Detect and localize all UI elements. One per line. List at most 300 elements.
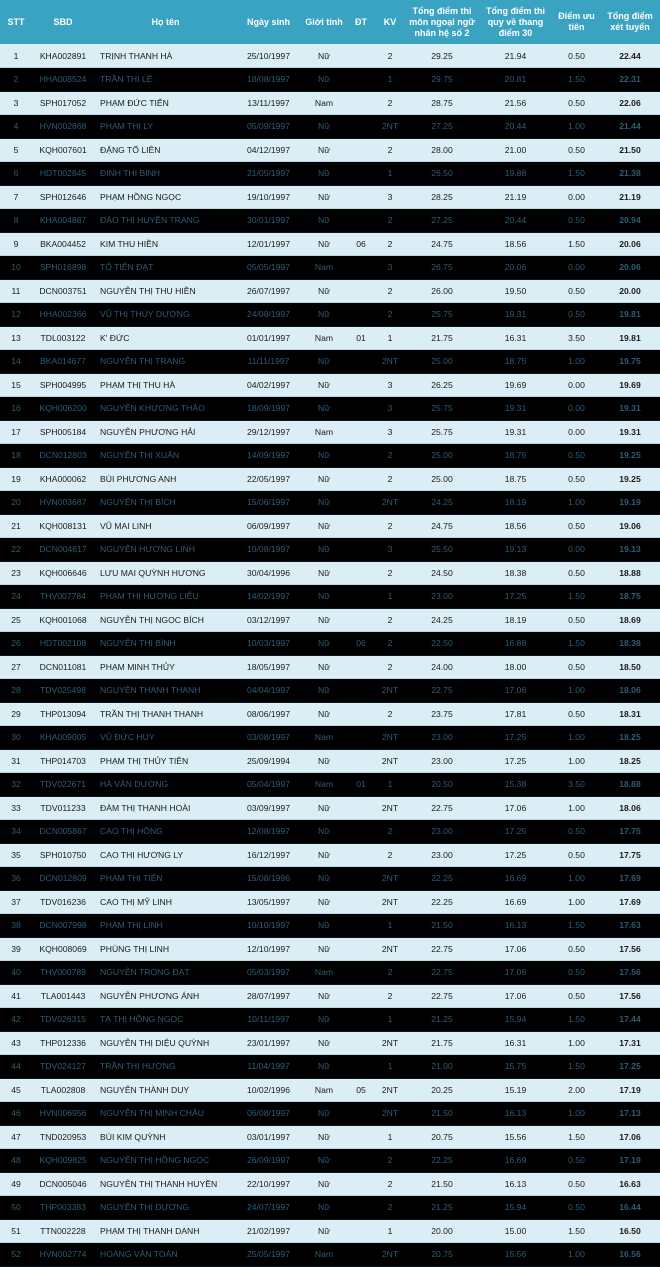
cell-foreign-x2: 20.75 [406,1243,478,1267]
header-kv[interactable]: KV [383,16,397,27]
cell-total: 21.44 [600,115,660,139]
cell-foreign-x2: 21.75 [406,1031,478,1055]
cell-foreign-x2: 21.75 [406,326,478,350]
table-row[interactable] [0,491,660,515]
cell-name: PHẠM THỊ THỦY TIÊN [94,749,237,773]
cell-kv: 2NT [374,1031,406,1055]
table-row[interactable] [0,420,660,444]
table-row[interactable] [0,1102,660,1126]
table-row[interactable] [0,773,660,797]
cell-foreign-x2: 28.75 [406,91,478,115]
cell-score-30: 15.19 [478,1078,553,1102]
cell-kv: 1 [374,1055,406,1079]
cell-foreign-x2: 20.75 [406,1125,478,1149]
table-row[interactable] [0,632,660,656]
cell-dob: 19/10/1997 [237,185,300,209]
cell-priority: 3.50 [553,326,600,350]
cell-sbd: HHA008524 [32,68,94,92]
cell-priority: 0.50 [553,91,600,115]
table-row[interactable] [0,1219,660,1243]
table-row[interactable] [0,303,660,327]
cell-priority: 0.00 [553,185,600,209]
cell-score-30: 15.75 [478,1055,553,1079]
cell-stt: 49 [0,1172,32,1196]
cell-foreign-x2: 20.25 [406,1078,478,1102]
cell-total: 16.56 [600,1243,660,1267]
header-priority[interactable]: Điểm ưu tiên [558,11,595,32]
cell-kv: 2NT [374,679,406,703]
cell-stt: 16 [0,397,32,421]
header-sbd[interactable]: SBD [53,16,73,27]
cell-sex: Nữ [300,185,348,209]
table-row[interactable] [0,796,660,820]
cell-total: 16.44 [600,1196,660,1220]
cell-dob: 21/02/1997 [237,1219,300,1243]
cell-score-30: 17.25 [478,820,553,844]
cell-dt [348,467,374,491]
cell-name: BÙI KIM QUỲNH [94,1125,237,1149]
table-row[interactable] [0,1196,660,1220]
cell-score-30: 19.88 [478,162,553,186]
cell-foreign-x2: 21.50 [406,1102,478,1126]
cell-score-30: 18.19 [478,491,553,515]
cell-score-30: 18.75 [478,444,553,468]
cell-name: HOÀNG VĂN TOÀN [94,1243,237,1267]
cell-priority: 1.00 [553,796,600,820]
cell-dt [348,303,374,327]
cell-kv: 1 [374,68,406,92]
cell-dob: 22/10/1997 [237,1172,300,1196]
cell-sex: Nữ [300,44,348,68]
cell-stt: 25 [0,608,32,632]
cell-kv: 1 [374,585,406,609]
cell-kv: 2 [374,279,406,303]
cell-kv: 2 [374,608,406,632]
cell-foreign-x2: 26.00 [406,279,478,303]
cell-sbd: SPH016898 [32,256,94,280]
cell-dob: 14/02/1997 [237,585,300,609]
cell-kv: 2 [374,1172,406,1196]
table-row[interactable] [0,585,660,609]
cell-dob: 10/02/1996 [237,1078,300,1102]
cell-sbd: HDT002845 [32,162,94,186]
cell-stt: 8 [0,209,32,233]
table-row[interactable] [0,162,660,186]
cell-sex: Nữ [300,679,348,703]
cell-stt: 35 [0,843,32,867]
table-row[interactable] [0,726,660,750]
cell-dt [348,679,374,703]
cell-sex: Nữ [300,232,348,256]
cell-total: 21.19 [600,185,660,209]
cell-foreign-x2: 25.75 [406,397,478,421]
cell-stt: 22 [0,538,32,562]
cell-score-30: 17.25 [478,749,553,773]
cell-score-30: 21.94 [478,44,553,68]
cell-dt [348,937,374,961]
table-row[interactable] [0,279,660,303]
cell-dob: 29/12/1997 [237,420,300,444]
cell-stt: 29 [0,702,32,726]
cell-dob: 30/01/1997 [237,209,300,233]
cell-name: TRẦN THỊ HƯƠNG [94,1055,237,1079]
cell-dt [348,1149,374,1173]
cell-kv: 2 [374,514,406,538]
cell-sex: Nữ [300,1008,348,1032]
cell-foreign-x2: 23.00 [406,749,478,773]
cell-dt [348,68,374,92]
cell-score-30: 19.31 [478,397,553,421]
table-row[interactable] [0,937,660,961]
cell-total: 18.75 [600,585,660,609]
cell-dt [348,491,374,515]
cell-total: 19.25 [600,467,660,491]
cell-dob: 04/04/1997 [237,679,300,703]
cell-sex: Nữ [300,68,348,92]
cell-total: 21.50 [600,138,660,162]
cell-total: 17.31 [600,1031,660,1055]
cell-sbd: DCN012803 [32,444,94,468]
cell-sbd: HVN003687 [32,491,94,515]
table-row[interactable] [0,444,660,468]
cell-sex: Nam [300,326,348,350]
cell-score-30: 19.31 [478,303,553,327]
table-row[interactable] [0,867,660,891]
cell-sex: Nữ [300,655,348,679]
table-row[interactable] [0,608,660,632]
cell-kv: 2NT [374,1243,406,1267]
table-row[interactable] [0,373,660,397]
cell-dob: 28/07/1997 [237,984,300,1008]
cell-total: 17.25 [600,1055,660,1079]
cell-stt: 20 [0,491,32,515]
cell-dob: 10/11/1997 [237,1008,300,1032]
cell-kv: 2 [374,984,406,1008]
cell-dt [348,1125,374,1149]
table-row[interactable] [0,1172,660,1196]
cell-dob: 04/02/1997 [237,373,300,397]
table-row[interactable] [0,820,660,844]
cell-sbd: THP012336 [32,1031,94,1055]
cell-total: 20.00 [600,279,660,303]
cell-sbd: KQH009825 [32,1149,94,1173]
table-row[interactable] [0,91,660,115]
cell-sex: Nữ [300,397,348,421]
header-dob[interactable]: Ngày sinh [246,16,290,27]
header-score-30[interactable]: Tổng điểm thi quy về thang điểm 30 [486,5,545,38]
cell-dt [348,1219,374,1243]
table-row[interactable] [0,232,660,256]
cell-score-30: 17.06 [478,984,553,1008]
cell-name: VŨ THỊ THÙY DƯƠNG [94,303,237,327]
table-row[interactable] [0,914,660,938]
cell-name: PHÙNG THỊ LINH [94,937,237,961]
cell-sex: Nữ [300,538,348,562]
cell-sbd: KQH008069 [32,937,94,961]
cell-stt: 32 [0,773,32,797]
cell-priority: 1.50 [553,162,600,186]
cell-name: NGUYỄN THỊ THANH HUYỀN [94,1172,237,1196]
cell-foreign-x2: 22.50 [406,632,478,656]
cell-score-30: 21.56 [478,91,553,115]
cell-sbd: TDL003122 [32,326,94,350]
cell-sex: Nữ [300,162,348,186]
cell-dob: 11/11/1997 [237,350,300,374]
cell-stt: 4 [0,115,32,139]
cell-name: CAO THỊ MỸ LINH [94,890,237,914]
cell-dt [348,1055,374,1079]
cell-priority: 0.50 [553,608,600,632]
table-row[interactable] [0,68,660,92]
table-row[interactable] [0,1078,660,1102]
table-row[interactable] [0,702,660,726]
cell-dob: 30/04/1996 [237,561,300,585]
cell-priority: 1.00 [553,350,600,374]
cell-score-30: 17.25 [478,843,553,867]
cell-name: VŨ ĐỨC HUY [94,726,237,750]
table-row[interactable] [0,467,660,491]
cell-kv: 2 [374,91,406,115]
cell-stt: 40 [0,961,32,985]
cell-stt: 50 [0,1196,32,1220]
cell-stt: 24 [0,585,32,609]
cell-sex: Nữ [300,843,348,867]
cell-sex: Nữ [300,1219,348,1243]
cell-foreign-x2: 20.00 [406,1219,478,1243]
cell-name: PHẠM HỒNG NGỌC [94,185,237,209]
cell-sbd: DCN005046 [32,1172,94,1196]
cell-foreign-x2: 25.50 [406,538,478,562]
table-row[interactable] [0,138,660,162]
table-row[interactable] [0,961,660,985]
cell-kv: 1 [374,773,406,797]
cell-total: 18.50 [600,655,660,679]
cell-score-30: 15.38 [478,773,553,797]
cell-name: K' ĐỨC [94,326,237,350]
header-stt[interactable]: STT [7,16,25,27]
table-row[interactable] [0,209,660,233]
table-row[interactable] [0,1031,660,1055]
cell-score-30: 20.06 [478,256,553,280]
cell-dob: 13/11/1997 [237,91,300,115]
cell-score-30: 18.38 [478,561,553,585]
cell-dt [348,914,374,938]
table-row[interactable] [0,256,660,280]
cell-sex: Nữ [300,1196,348,1220]
cell-score-30: 19.13 [478,538,553,562]
table-row[interactable] [0,1125,660,1149]
cell-dob: 05/09/1997 [237,115,300,139]
cell-priority: 0.50 [553,702,600,726]
cell-sbd: THP014703 [32,749,94,773]
cell-sbd: DCN007998 [32,914,94,938]
cell-dob: 23/01/1997 [237,1031,300,1055]
table-row[interactable] [0,326,660,350]
cell-total: 22.06 [600,91,660,115]
cell-stt: 41 [0,984,32,1008]
cell-sex: Nữ [300,373,348,397]
cell-foreign-x2: 22.75 [406,984,478,1008]
cell-kv: 3 [374,397,406,421]
cell-stt: 18 [0,444,32,468]
cell-dob: 25/05/1997 [237,1243,300,1267]
cell-sbd: SPH005184 [32,420,94,444]
cell-dt: 01 [348,773,374,797]
cell-sex: Nữ [300,867,348,891]
table-row[interactable] [0,185,660,209]
cell-total: 18.25 [600,726,660,750]
table-row[interactable] [0,890,660,914]
cell-foreign-x2: 21.00 [406,1055,478,1079]
cell-sex: Nữ [300,138,348,162]
cell-name: NGUYỄN HƯƠNG LINH [94,538,237,562]
table-row[interactable] [0,397,660,421]
cell-stt: 51 [0,1219,32,1243]
table-row[interactable] [0,538,660,562]
header-sex[interactable]: Giới tính [305,16,343,27]
cell-foreign-x2: 22.25 [406,867,478,891]
table-row[interactable] [0,1055,660,1079]
cell-dob: 24/07/1997 [237,1196,300,1220]
cell-score-30: 20.44 [478,115,553,139]
cell-name: TÔ TIẾN ĐẠT [94,256,237,280]
table-row[interactable] [0,115,660,139]
cell-total: 18.06 [600,679,660,703]
cell-score-30: 18.75 [478,350,553,374]
cell-score-30: 16.13 [478,1172,553,1196]
cell-total: 17.56 [600,984,660,1008]
cell-total: 19.69 [600,373,660,397]
cell-total: 21.38 [600,162,660,186]
cell-sex: Nữ [300,585,348,609]
cell-sex: Nữ [300,1149,348,1173]
cell-priority: 1.50 [553,1219,600,1243]
cell-score-30: 17.25 [478,585,553,609]
cell-priority: 0.50 [553,444,600,468]
cell-stt: 1 [0,44,32,68]
cell-dt [348,820,374,844]
cell-dt [348,256,374,280]
cell-priority: 1.00 [553,679,600,703]
cell-kv: 1 [374,326,406,350]
cell-kv: 2NT [374,491,406,515]
cell-dob: 05/04/1997 [237,773,300,797]
cell-sbd: KHA002891 [32,44,94,68]
cell-foreign-x2: 22.25 [406,890,478,914]
table-row[interactable] [0,561,660,585]
cell-dob: 13/05/1997 [237,890,300,914]
cell-sbd: THP013094 [32,702,94,726]
cell-sex: Nữ [300,608,348,632]
table-row[interactable] [0,843,660,867]
cell-foreign-x2: 24.25 [406,608,478,632]
header-row [0,0,660,44]
cell-stt: 33 [0,796,32,820]
cell-sex: Nữ [300,984,348,1008]
table-row[interactable] [0,679,660,703]
cell-dt [348,138,374,162]
cell-foreign-x2: 23.00 [406,820,478,844]
cell-name: NGUYỄN THỊ THU HIỀN [94,279,237,303]
cell-sbd: TTN002228 [32,1219,94,1243]
cell-sbd: HVN002868 [32,115,94,139]
table-row[interactable] [0,1008,660,1032]
cell-stt: 36 [0,867,32,891]
cell-priority: 1.50 [553,1008,600,1032]
cell-dt [348,1102,374,1126]
cell-dt [348,585,374,609]
table-row[interactable] [0,1243,660,1267]
cell-foreign-x2: 24.75 [406,232,478,256]
cell-dt [348,420,374,444]
cell-foreign-x2: 25.00 [406,350,478,374]
table-row[interactable] [0,749,660,773]
cell-sbd: TLA001443 [32,984,94,1008]
cell-foreign-x2: 24.75 [406,514,478,538]
cell-kv: 2 [374,1196,406,1220]
cell-kv: 3 [374,185,406,209]
cell-priority: 0.50 [553,138,600,162]
cell-total: 17.69 [600,867,660,891]
cell-priority: 1.50 [553,632,600,656]
cell-kv: 2 [374,1149,406,1173]
cell-total: 22.44 [600,44,660,68]
cell-score-30: 16.13 [478,1102,553,1126]
table-row[interactable] [0,984,660,1008]
cell-stt: 2 [0,68,32,92]
table-row[interactable] [0,1149,660,1173]
cell-dt [348,890,374,914]
cell-kv: 2 [374,209,406,233]
cell-name: NGUYỄN THỊ DƯƠNG [94,1196,237,1220]
cell-priority: 1.00 [553,749,600,773]
table-row[interactable] [0,44,660,68]
cell-score-30: 18.56 [478,232,553,256]
cell-sbd: SPH017052 [32,91,94,115]
cell-kv: 3 [374,256,406,280]
cell-foreign-x2: 25.75 [406,303,478,327]
table-row[interactable] [0,350,660,374]
cell-dt [348,726,374,750]
header-name[interactable]: Họ tên [151,16,180,27]
cell-dob: 24/08/1997 [237,303,300,327]
header-total[interactable]: Tổng điểm xét tuyển [607,11,653,32]
cell-dob: 10/03/1997 [237,632,300,656]
cell-score-30: 16.88 [478,632,553,656]
cell-score-30: 17.06 [478,679,553,703]
cell-dt [348,702,374,726]
table-row[interactable] [0,514,660,538]
cell-total: 19.81 [600,303,660,327]
cell-total: 18.38 [600,632,660,656]
cell-name: KIM THU HIỀN [94,232,237,256]
cell-score-30: 19.69 [478,373,553,397]
cell-total: 17.69 [600,890,660,914]
cell-score-30: 18.19 [478,608,553,632]
cell-sex: Nữ [300,1125,348,1149]
cell-total: 19.25 [600,444,660,468]
cell-foreign-x2: 22.75 [406,679,478,703]
header-foreign-x2[interactable]: Tổng điểm thi môn ngoại ngữ nhân hệ số 2 [409,5,475,38]
header-dt[interactable]: ĐT [355,16,367,27]
cell-priority: 1.50 [553,585,600,609]
cell-dt [348,1196,374,1220]
cell-name: NGUYỄN THỊ NGỌC BÍCH [94,608,237,632]
table-row[interactable] [0,655,660,679]
cell-sbd: DCN012809 [32,867,94,891]
cell-stt: 43 [0,1031,32,1055]
cell-dt [348,397,374,421]
